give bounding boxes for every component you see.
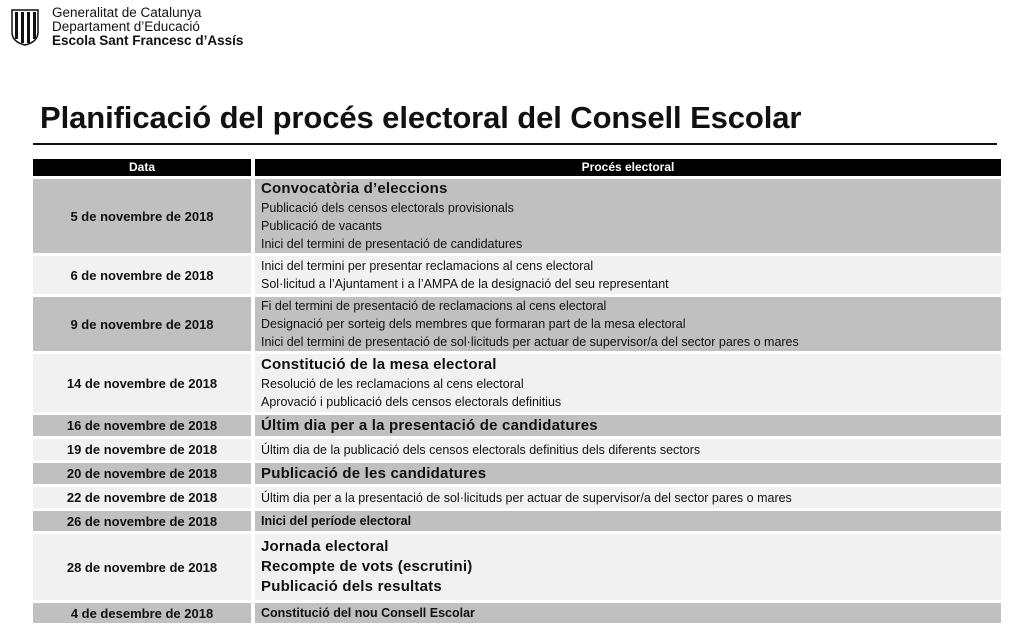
row-date: 26 de novembre de 2018: [33, 511, 251, 531]
table-row: [33, 463, 1001, 484]
organization-block: [52, 6, 243, 48]
row-date: 28 de novembre de 2018: [33, 534, 251, 600]
generalitat-logo-icon: [10, 8, 40, 46]
org-name: Generalitat de Catalunya: [52, 5, 202, 20]
row-line: Inici del termini de presentació de sol·licituds per actuar de supervisor/a del sector pares o mares: [261, 335, 799, 349]
row-date: 14 de novembre de 2018: [33, 354, 251, 412]
row-heading: Publicació dels resultats: [261, 578, 442, 595]
row-date: 20 de novembre de 2018: [33, 463, 251, 484]
row-content: [255, 297, 1001, 351]
row-heading: Recompte de vots (escrutini): [261, 558, 473, 575]
row-date: 19 de novembre de 2018: [33, 439, 251, 460]
column-header-date: Data: [128, 160, 155, 174]
row-heading: Convocatòria d’eleccions: [261, 180, 448, 197]
row-line: Publicació dels censos electorals provisionals: [261, 201, 514, 215]
row-content: [255, 463, 1001, 484]
row-heading: Últim dia per a la presentació de candidatures: [261, 416, 598, 434]
row-heading: Inici del període electoral: [261, 514, 412, 528]
row-line: Fi del termini de presentació de reclamacions al cens electoral: [261, 299, 607, 313]
row-line: Designació per sorteig dels membres que formaran part de la mesa electoral: [261, 317, 686, 331]
row-content: [255, 487, 1001, 508]
school-name: Escola Sant Francesc d’Assís: [52, 33, 244, 48]
table-row: [33, 179, 1001, 253]
table-row: [33, 297, 1001, 351]
row-content: [255, 439, 1001, 460]
table-row: [33, 256, 1001, 294]
row-content: [255, 256, 1001, 294]
row-heading: Constitució de la mesa electoral: [261, 356, 497, 373]
table-row: [33, 487, 1001, 508]
row-date: 6 de novembre de 2018: [33, 256, 251, 294]
header: [10, 6, 243, 48]
row-line: Publicació de vacants: [261, 219, 382, 233]
table-row: [33, 534, 1001, 600]
row-date: 5 de novembre de 2018: [33, 179, 251, 253]
row-line: Inici del termini per presentar reclamacions al cens electoral: [261, 259, 594, 273]
row-line: Inici del termini de presentació de candidatures: [261, 237, 523, 251]
row-content: [255, 603, 1001, 623]
row-date: 22 de novembre de 2018: [33, 487, 251, 508]
row-line: Últim dia per a la presentació de sol·licituds per actuar de supervisor/a del sector pares o mares: [261, 490, 792, 505]
row-content: [255, 511, 1001, 531]
row-content: [255, 415, 1001, 436]
page-title: Planificació del procés electoral del Consell Escolar: [40, 100, 802, 135]
row-content: [255, 534, 1001, 600]
table-header: [33, 159, 1001, 176]
schedule-table: [33, 159, 1001, 623]
table-row: [33, 511, 1001, 531]
table-row: [33, 415, 1001, 436]
table-row: [33, 354, 1001, 412]
row-heading: Jornada electoral: [261, 538, 389, 555]
column-header-process: Procés electoral: [581, 160, 675, 174]
row-heading: Publicació de les candidatures: [261, 464, 487, 482]
row-line: Sol·licitud a l’Ajuntament i a l’AMPA de la designació del seu representant: [261, 277, 669, 291]
row-line: Aprovació i publicació dels censos electorals definitius: [261, 395, 562, 409]
row-line: Últim dia de la publicació dels censos electorals definitius dels diferents sectors: [261, 442, 701, 457]
row-date: 16 de novembre de 2018: [33, 415, 251, 436]
department-name: Departament d’Educació: [52, 19, 200, 34]
row-date: 9 de novembre de 2018: [33, 297, 251, 351]
row-content: [255, 179, 1001, 253]
row-heading: Constitució del nou Consell Escolar: [261, 606, 475, 620]
row-line: Resolució de les reclamacions al cens electoral: [261, 377, 524, 391]
title-underline: [33, 143, 997, 145]
row-date: 4 de desembre de 2018: [33, 603, 251, 623]
table-row: [33, 603, 1001, 623]
row-content: [255, 354, 1001, 412]
table-row: [33, 439, 1001, 460]
